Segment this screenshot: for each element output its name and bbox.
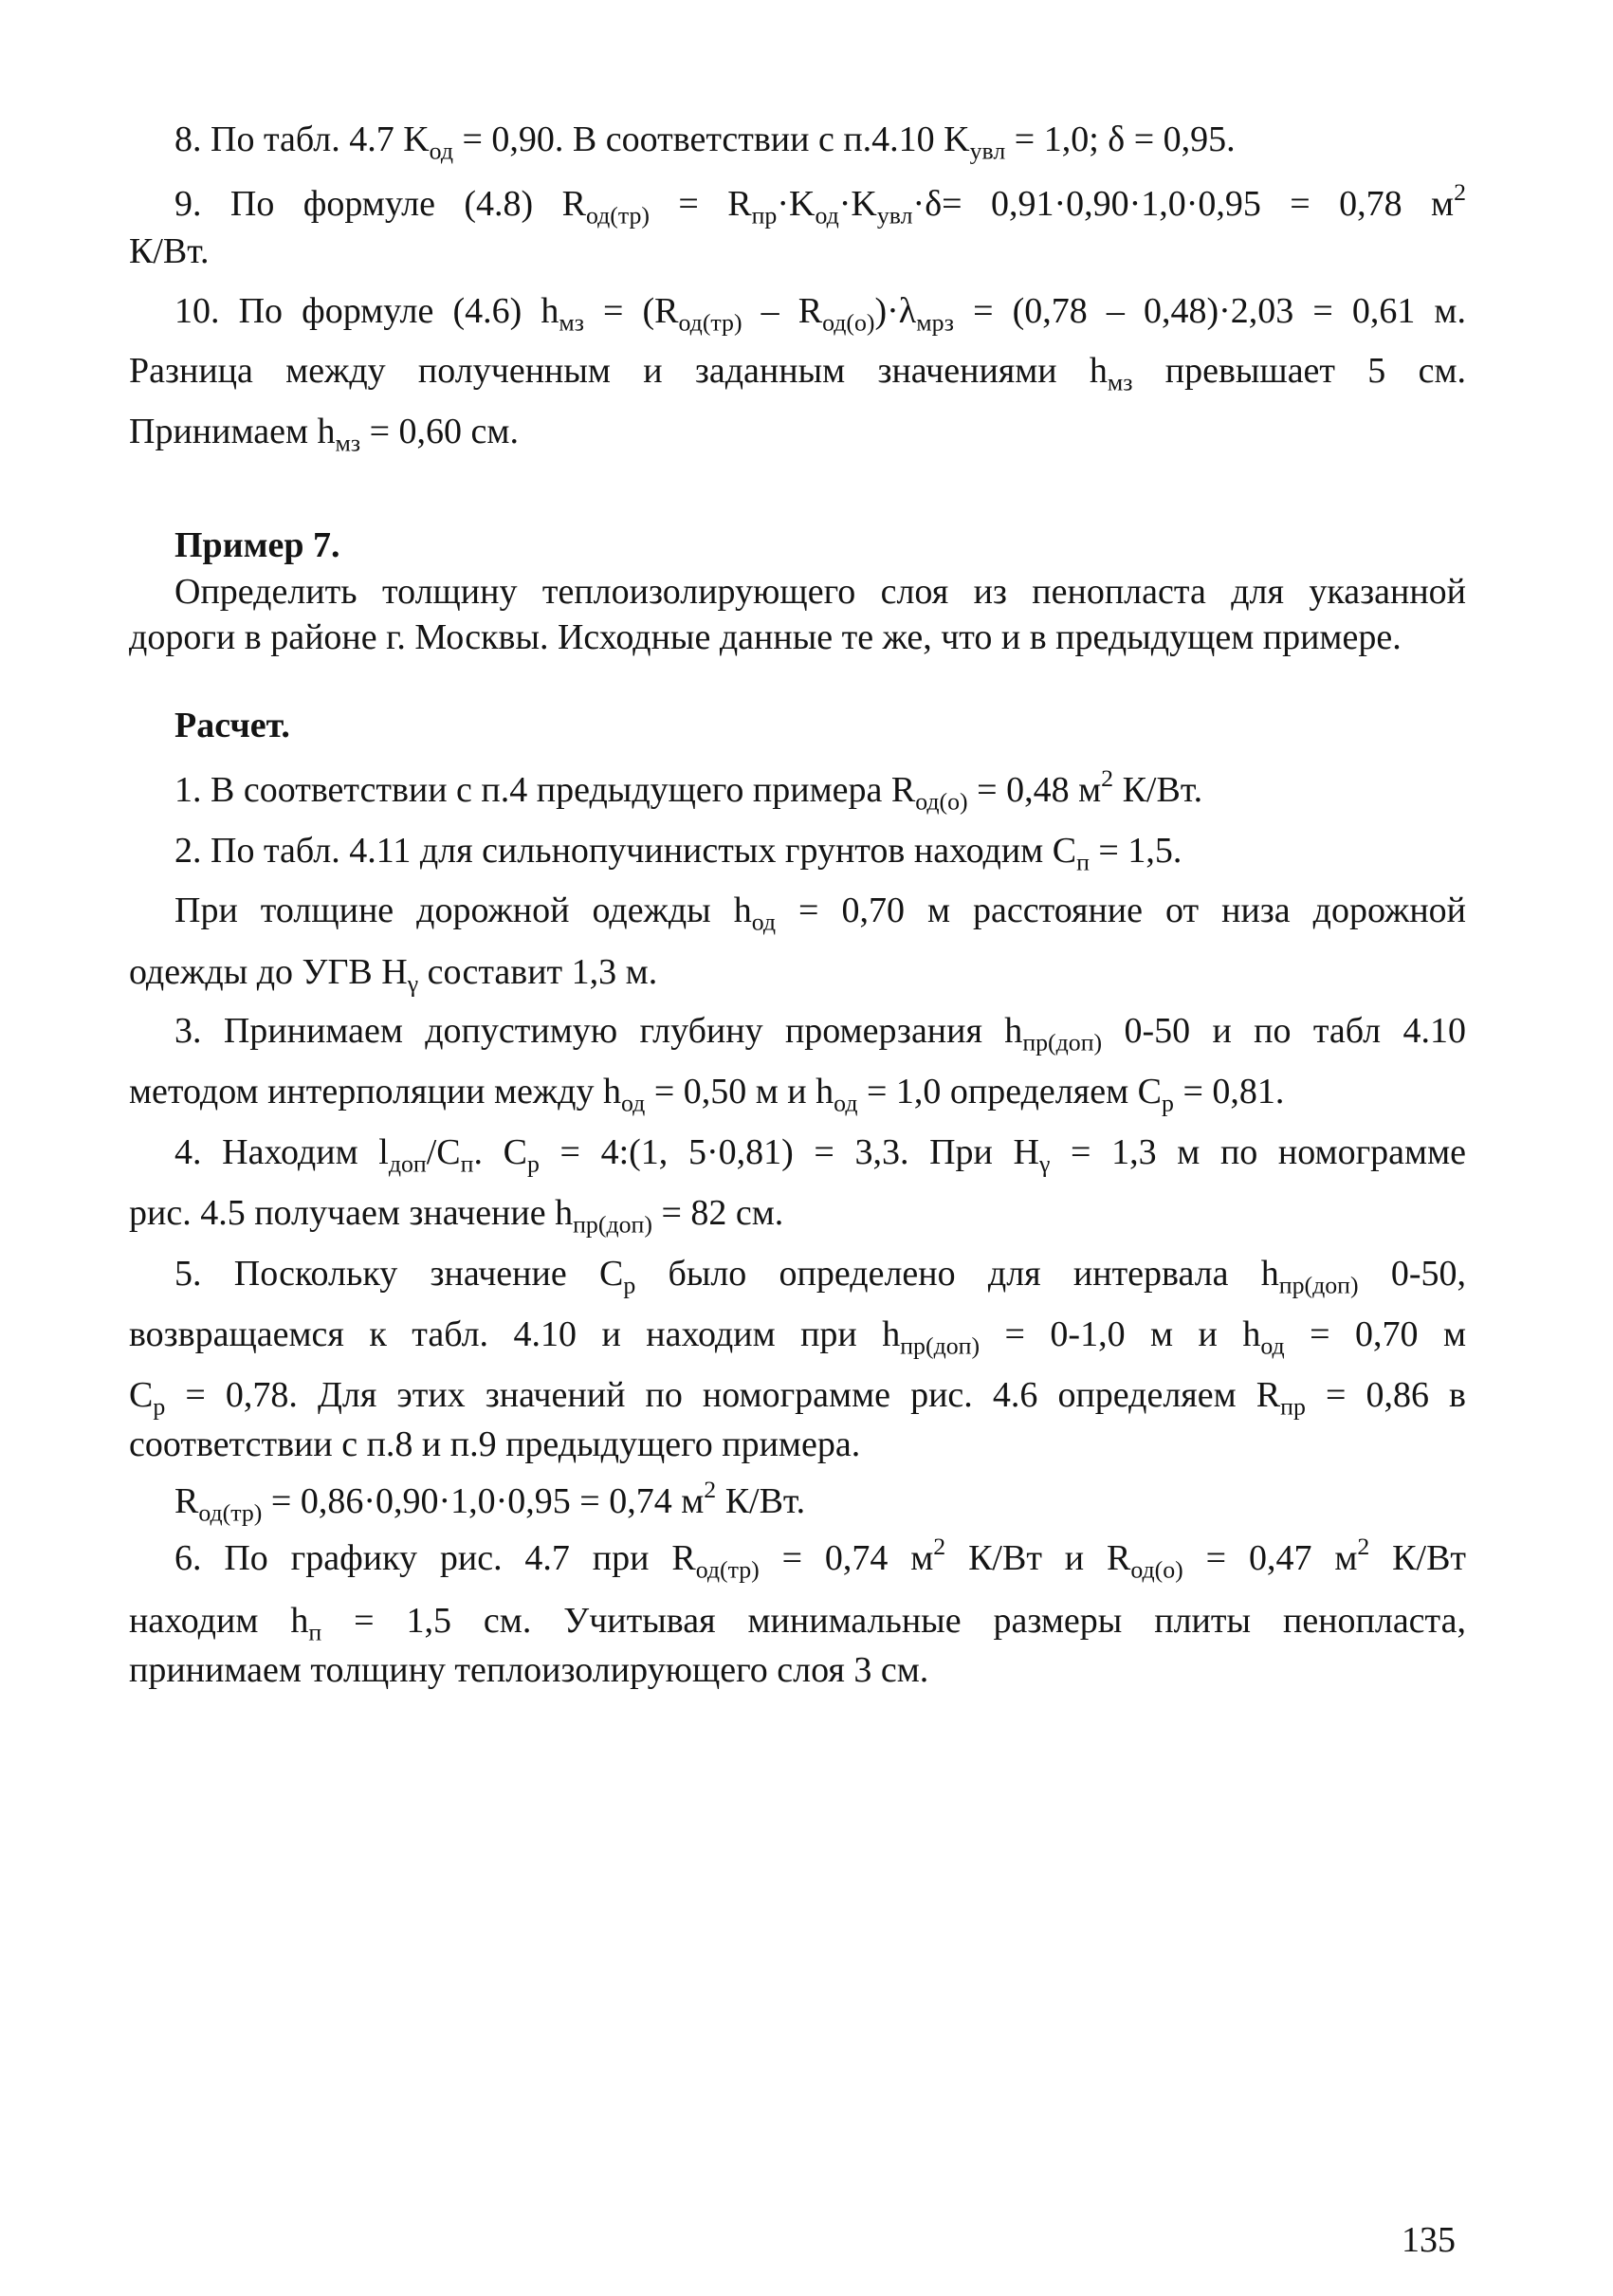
item-9-line: 9. По формуле (4.8) $R_{од(тр)} = R_{пр}\cdot K_{од}\cdot K_{увл}\cdot\delta= 0,91\cdot 0,90\cdot 1,0\cdot 0,95 = 0,78$ $м^2$ <box>174 177 1467 230</box>
step-5-line-3: $C_р = 0,78$. Для этих значений по номограмме рис. 4.6 определяем $R_{пр} = 0,86$ в <box>129 1375 1466 1421</box>
step-5-line-1: 5. Поскольку значение $C_р$ было определено для интервала $h_{пр(доп)}$ 0-50, <box>174 1254 1466 1299</box>
calc-title: Расчет. <box>174 706 290 745</box>
step-3-line-2: методом интерполяции между $h_{од} = 0,50$ м и $h_{од} = 1,0$ определяем $C_р = 0,81$. <box>129 1072 1285 1117</box>
step-6-line-3: принимаем толщину теплоизолирующего слоя 3 см. <box>129 1650 929 1690</box>
item-9-unit: К/Вт. <box>129 231 210 271</box>
item-10-line-3: Принимаем $h_{мз} = 0,60$ см. <box>129 412 519 457</box>
item-10-line-2: Разница между полученным и заданным значениями $h_{мз}$ превышает 5 см. <box>129 351 1466 396</box>
page-number: 135 <box>1402 2220 1456 2260</box>
step-6-line-1: 6. По графику рис. 4.7 при $R_{од(тр)} = 0,74$ $м^2$ К/Вт и $R_{од(о)} = 0,47$ $м^2$ К/Вт <box>174 1532 1467 1584</box>
step-3-line-1: 3. Принимаем допустимую глубину промерзания $h_{пр(доп)}$ 0-50 и по табл 4.10 <box>174 1011 1466 1056</box>
item-8-line: 8. По табл. 4.7 $K_{од} = 0,90$. В соответствии с п.4.10 $K_{увл} = 1,0$; δ = 0,95. <box>174 119 1236 165</box>
step-2: 2. По табл. 4.11 для сильнопучинистых грунтов находим $C_п = 1,5$. <box>174 831 1182 876</box>
example-title: Пример 7. <box>174 525 340 565</box>
step-5-line-4: соответствии с п.8 и п.9 предыдущего примера. <box>129 1424 861 1464</box>
item-10-line-1: 10. По формуле (4.6) $h_{мз} = (R_{од(тр)} - R_{од(о)})\cdot\lambda_{мрз} = (0,78 - 0,48)\cdot 2,03 = 0,61$ м. <box>174 291 1466 337</box>
step-5-line-2: возвращаемся к табл. 4.10 и находим при $h_{пр(доп)} = 0-1,0$ м и $h_{од} = 0,70$ м <box>129 1314 1466 1360</box>
step-5-formula: $R_{од(тр)} = 0,86\cdot 0,90\cdot 1,0\cdot 0,95 = 0,74$ $м^2$ К/Вт. <box>174 1475 806 1527</box>
step-2-note-line-2: одежды до УГВ $H_\gamma$ составит 1,3 м. <box>129 952 658 998</box>
step-4-line-1: 4. Находим $l_{доп}/C_п$. $C_р$ = 4:(1, 5·0,81) = 3,3. При $H_\gamma = 1,3$ м по номограмме <box>174 1132 1466 1178</box>
step-1: 1. В соответствии с п.4 предыдущего примера $R_{од(о)} = 0,48$ $м^2$ К/Вт. <box>174 763 1203 816</box>
step-4-line-2: рис. 4.5 получаем значение $h_{пр(доп)} = 82$ см. <box>129 1193 784 1239</box>
step-6-line-2: находим $h_п = 1,5$ см. Учитывая минимальные размеры плиты пенопласта, <box>129 1601 1466 1646</box>
step-2-note-line-1: При толщине дорожной одежды $h_{од} = 0,70$ м расстояние от низа дорожной <box>174 891 1466 936</box>
example-task: Определить толщину теплоизолирующего слоя из пенопласта для указанной дороги в районе г. Москвы. Исходные данные те же, что и в предыдущем примере. <box>129 572 1466 657</box>
